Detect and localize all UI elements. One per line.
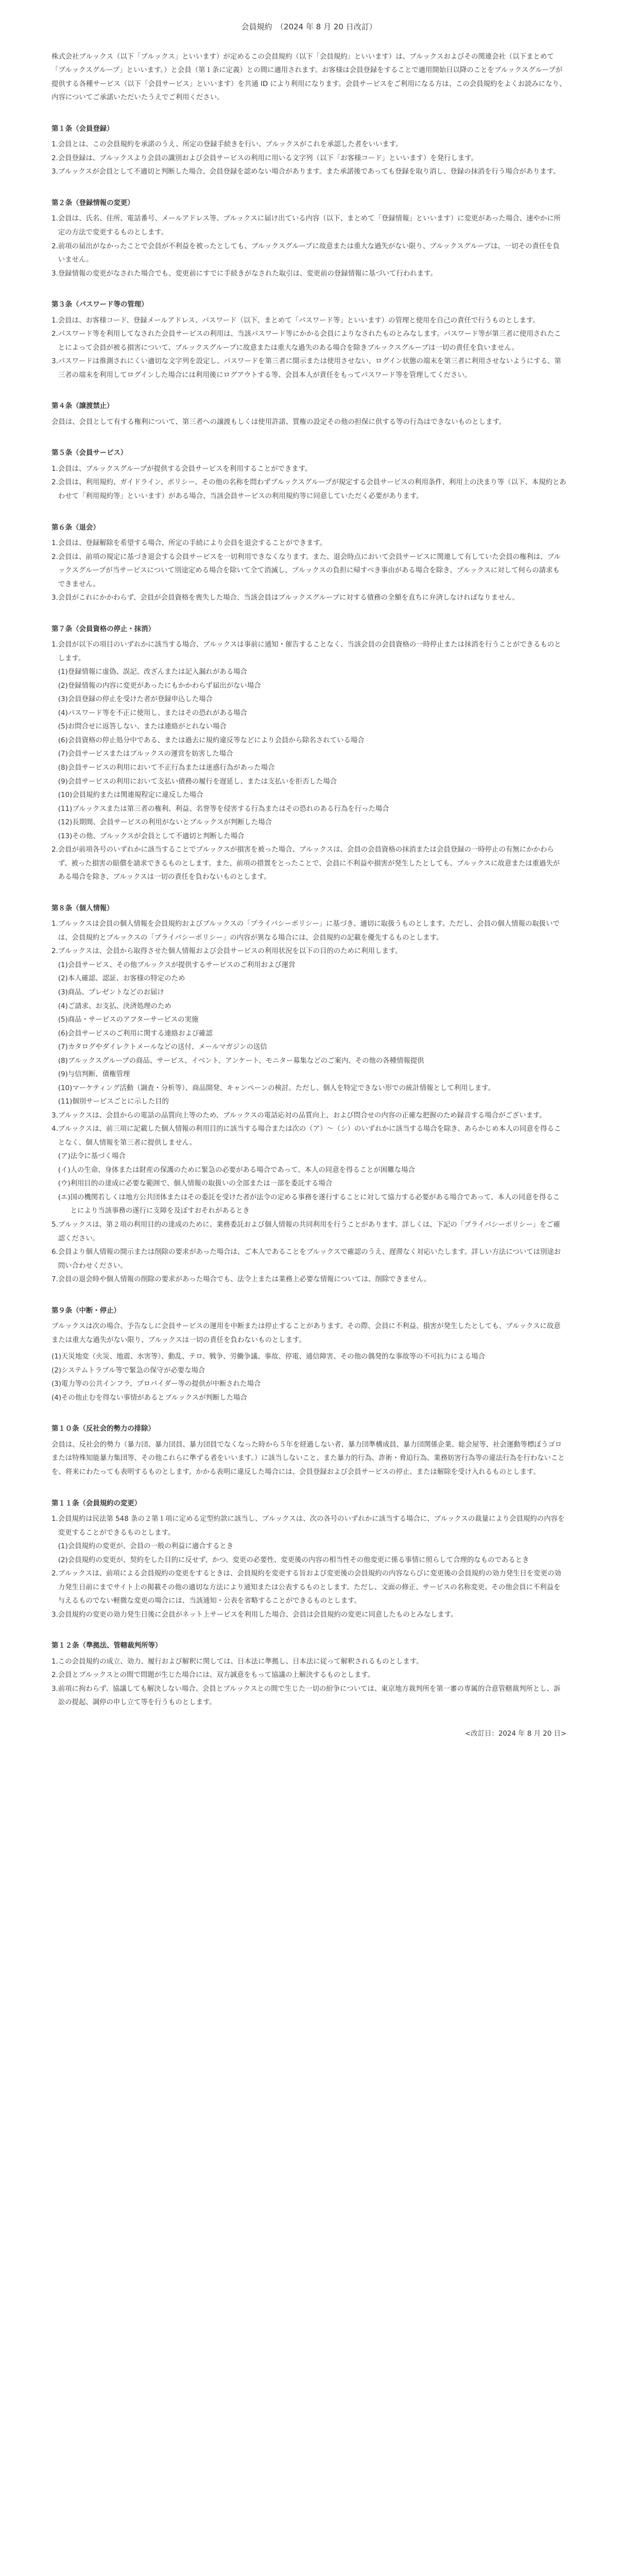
sub-item-number: (6) bbox=[58, 736, 68, 744]
sub-item-text: カタログやダイレクトメールなどの送付、メールマガジンの送信 bbox=[67, 1043, 267, 1052]
article-heading: 第５条（会員サービス） bbox=[52, 449, 128, 457]
sub-list-item bbox=[58, 748, 566, 761]
sub-item-number: (4) bbox=[58, 1002, 68, 1010]
clause-item bbox=[52, 314, 566, 328]
sub-item-text: 長期間、会員サービスの利用がないとブルックスが判断した場合 bbox=[72, 819, 272, 827]
sub-item-text: 会員規約の変更が、会員の一般の利益に適合するとき bbox=[67, 1543, 234, 1551]
clause-number: 1. bbox=[52, 1657, 58, 1666]
sub-list-item bbox=[58, 1000, 566, 1014]
clause-number: 3. bbox=[52, 1611, 58, 1619]
article-paragraph: 会員は、会員として有する権利について、第三者への譲渡もしくは使用許諾、質権の設定その他の担保に供する等の行為はできないものとします。 bbox=[52, 418, 506, 426]
sub-item-text: お問合せに返答しない、または連絡がとれない場合 bbox=[67, 723, 227, 731]
sub-item-text: 会員規約または関連規程定に違反した場合 bbox=[72, 791, 203, 800]
clause-text: 会員は、登録解除を希望する場合、所定の手続により会員を退会することができます。 bbox=[58, 539, 327, 548]
sub-list-item bbox=[58, 666, 566, 680]
revision-date: <改訂日：2024 年 8 月 20 日> bbox=[465, 1730, 566, 1738]
sub-item-text: 登録情報に虚偽、誤記、改ざんまたは記入漏れがある場合 bbox=[67, 668, 247, 676]
clause-number: 1. bbox=[52, 920, 58, 928]
sub-item-number: (ウ) bbox=[58, 1180, 71, 1188]
clause-number: 2. bbox=[52, 1570, 58, 1578]
clause-body bbox=[58, 918, 566, 945]
sub-item-number: (8) bbox=[58, 1057, 68, 1065]
sub-list-item bbox=[58, 789, 566, 803]
clause-body bbox=[58, 1109, 566, 1123]
article-section bbox=[52, 447, 566, 503]
article-heading: 第１条（会員登録） bbox=[52, 125, 114, 133]
clause-number: 1. bbox=[52, 539, 58, 548]
clause-body bbox=[58, 463, 566, 477]
sub-list bbox=[58, 666, 566, 843]
sub-list-item bbox=[58, 972, 566, 986]
sub-item-text: 会員サービスまたはブルックスの運営を妨害した場合 bbox=[67, 750, 233, 758]
clause-body bbox=[58, 1123, 566, 1218]
sub-item-number: (ア) bbox=[58, 1153, 71, 1161]
sub-list-item bbox=[58, 720, 566, 734]
sub-item-text: 会員サービスの利用において不正行為または迷惑行為があった場合 bbox=[67, 764, 275, 772]
sub-list-item bbox=[58, 761, 566, 775]
sub-list-item bbox=[58, 1013, 566, 1027]
clause-text: ブルックスは、会員からの電話の品質向上等のため、ブルックスの電話応対の品質向上、および問合せの内容の正確な把握のため録音する場合がございます。 bbox=[58, 1111, 546, 1120]
sub-list-item bbox=[58, 830, 566, 844]
clause-item bbox=[52, 1218, 566, 1246]
clause-item bbox=[52, 1567, 566, 1608]
clause-number: 1. bbox=[52, 316, 58, 325]
clause-text: 登録情報の変更がなされた場合でも、変更前にすでに手続きがなされた取引は、変更前の登録情報に基づいて行われます。 bbox=[58, 269, 437, 278]
sub-item-text: ご請求、お支払、決済処理のため bbox=[67, 1002, 171, 1010]
sub-list-item bbox=[58, 1191, 566, 1218]
sub-item-number: (2) bbox=[58, 1556, 68, 1564]
clause-number: 2. bbox=[52, 1671, 58, 1680]
clause-text: ブルックスは、会員から取得させた個人情報および会員サービスの利用状況を以下の目的のために利用します。 bbox=[58, 947, 402, 956]
clause-body bbox=[58, 240, 566, 267]
sub-item-text: 会員サービスのご利用に関する連絡および確認 bbox=[67, 1029, 213, 1038]
clause-item bbox=[52, 463, 566, 477]
sub-item-number: (イ) bbox=[58, 1166, 71, 1174]
sub-list-item bbox=[58, 816, 566, 830]
clause-number: 2. bbox=[52, 553, 58, 561]
sub-list-item bbox=[58, 1068, 566, 1082]
sub-item-text: パスワード等を不正に使用し、またはその恐れがある場合 bbox=[67, 709, 247, 717]
clause-item bbox=[52, 476, 566, 503]
clause-number: 7. bbox=[52, 1276, 58, 1284]
sub-item-number: (4) bbox=[52, 1394, 61, 1402]
sub-list-item bbox=[58, 1041, 566, 1055]
sub-item-number: (2) bbox=[58, 975, 68, 983]
sub-item-number: (8) bbox=[58, 764, 68, 772]
clause-item bbox=[52, 1608, 566, 1622]
article-paragraph: 会員は、反社会的勢力（暴力団、暴力団員、暴力団員でなくなった時から５年を経過しない者、暴力団準構成員、暴力団関係企業、総会屋等、社会運動等標ぼうゴロまたは特殊知能暴力集団等、その他これらに準ずる者をいいます。）に該当しないこと、また暴力的行為、詐術・脅迫行為、業務妨害行為等の違法行為を行わないことを、将来にわたっても表明するものとします。かかる表明に違反した場合には、会員登録および会員サービスの停止、または解除を受け入れるものとします。 bbox=[52, 1440, 565, 1476]
sub-list-item bbox=[58, 1095, 566, 1109]
clause-list bbox=[52, 638, 566, 885]
sub-item-text: 天災地変（火災、地震、水害等）、動乱、テロ、戦争、労働争議、事故、停電、通信障害、その他の偶発的な事故等の不可抗力による場合 bbox=[61, 1353, 485, 1361]
clause-list bbox=[52, 1513, 566, 1622]
article-section bbox=[52, 902, 566, 1287]
clause-text: 会員規約は民法第 548 条の２第１項に定める定型約款に該当し、ブルックスは、次の各号のいずれかに該当する場合に、ブルックスの裁量により会員規約の内容を変更することができるものとします。 bbox=[58, 1515, 565, 1537]
article-heading: 第６条（退会） bbox=[52, 523, 100, 532]
clause-list bbox=[52, 314, 566, 383]
sub-item-number: (6) bbox=[58, 1029, 68, 1038]
document-title: 会員規約 （2024 年 8 月 20 日改訂） bbox=[241, 22, 377, 31]
sub-list-item bbox=[58, 803, 566, 817]
clause-item bbox=[52, 1655, 566, 1669]
article-section bbox=[52, 197, 566, 281]
sub-list bbox=[58, 1150, 566, 1218]
sub-list-item bbox=[58, 1082, 566, 1096]
sub-list-item bbox=[58, 734, 566, 748]
sub-item-number: (9) bbox=[58, 1071, 68, 1079]
sub-list-item bbox=[58, 1540, 566, 1554]
clause-list bbox=[52, 918, 566, 1286]
clause-item bbox=[52, 591, 566, 605]
clause-item bbox=[52, 1123, 566, 1218]
sub-list-item bbox=[58, 775, 566, 789]
clause-number: 2. bbox=[52, 846, 58, 854]
sub-item-number: (11) bbox=[58, 1098, 73, 1106]
article-heading: 第４条（譲渡禁止） bbox=[52, 402, 114, 411]
sub-item-text: 商品・サービスのアフターサービスの実施 bbox=[67, 1016, 199, 1024]
article-heading: 第１２条（準拠法、管轄裁判所等） bbox=[52, 1642, 162, 1650]
clause-number: 2. bbox=[52, 947, 58, 956]
clause-item bbox=[52, 843, 566, 885]
sub-item-text: 電力等の公共インフラ、プロバイダー等の提供が中断された場合 bbox=[61, 1380, 261, 1388]
sub-list-item bbox=[58, 1150, 566, 1164]
clause-text: ブルックスは、第２項の利用目的の達成のために、業務委託および個人情報の共同利用を行うことがあります。詳しくは、下記の「プライバシーポリシー」をご確認ください。 bbox=[58, 1221, 560, 1243]
clause-body bbox=[58, 591, 566, 605]
clause-text: 会員登録は、ブルックスより会員の識別および会員サービスの利用に用いる文字列（以下「お客様コード」といいます）を発行します。 bbox=[58, 154, 478, 162]
clause-body bbox=[58, 1513, 566, 1567]
sub-list-item bbox=[58, 1164, 566, 1178]
article-heading: 第７条（会員資格の停止・抹消） bbox=[52, 625, 155, 633]
sub-item-text: その他止むを得ない事情があるとブルックスが判断した場合 bbox=[61, 1394, 247, 1402]
clause-number: 3. bbox=[52, 269, 58, 278]
clause-text: この会員規約の成立、効力、履行および解釈に関しては、日本法に準拠し、日本法に従って解釈されるものとします。 bbox=[58, 1657, 423, 1666]
clause-number: 2. bbox=[52, 330, 58, 338]
sub-item-number: (12) bbox=[58, 819, 73, 827]
clause-item bbox=[52, 638, 566, 843]
sub-item-text: 本人確認、認証、お客様の特定のため bbox=[67, 975, 185, 983]
clause-number: 2. bbox=[52, 242, 58, 250]
sub-item-number: (3) bbox=[58, 988, 68, 996]
clause-body bbox=[58, 638, 566, 843]
sub-list-item bbox=[58, 1055, 566, 1069]
clause-number: 3. bbox=[52, 1111, 58, 1120]
sub-item-text: 会員資格の停止処分中である、または過去に規約違反等などにより会員から除名されている場合 bbox=[67, 736, 365, 744]
clause-number: 5. bbox=[52, 1221, 58, 1229]
clause-item bbox=[52, 165, 566, 179]
sub-item-text: 会員登録の停止を受けた者が登録申込した場合 bbox=[67, 696, 213, 704]
article-section bbox=[52, 298, 566, 382]
clause-list bbox=[52, 138, 566, 179]
sub-item-text: 利用目的の達成に必要な範囲で、個人情報の取扱いの全部または一部を委託する場合 bbox=[70, 1180, 333, 1188]
sub-item-text: 国の機関若しくは地方公共団体またはその委託を受けた者が法令の定める事務を遂行することに対して協力する必要がある場合であって、本人の同意を得ることにより当該事務の遂行に支障を及ぼすおそれがあるとき bbox=[70, 1193, 560, 1215]
sub-item-number: (3) bbox=[52, 1380, 61, 1388]
sub-item-text: 会員サービス、その他ブルックスが提供するサービスのご利用および運営 bbox=[67, 961, 296, 969]
clause-body bbox=[58, 355, 566, 382]
clause-item bbox=[52, 328, 566, 355]
article-section bbox=[52, 1304, 566, 1405]
clause-number: 3. bbox=[52, 168, 58, 176]
sub-list-item bbox=[52, 1378, 566, 1392]
clause-body bbox=[58, 551, 566, 592]
sub-item-number: (9) bbox=[58, 777, 68, 786]
clause-text: パスワード等を利用してなされた会員サービスの利用は、当該パスワード等にかかる会員によりなされたものとみなします。パスワード等が第三者に使用されたことによって会員が被る損害について、ブルックスグループに故意または重大な過失のある場合を除きブルックスグループは一切の責任を負いません。 bbox=[58, 330, 561, 352]
sub-item-number: (7) bbox=[58, 750, 68, 758]
sub-list-item bbox=[52, 1364, 566, 1378]
clause-body bbox=[58, 267, 566, 281]
clause-item bbox=[52, 152, 566, 166]
clause-item bbox=[52, 537, 566, 551]
sub-list-item bbox=[58, 680, 566, 693]
clause-number: 1. bbox=[52, 215, 58, 223]
clause-number: 6. bbox=[52, 1248, 58, 1257]
clause-item bbox=[52, 1246, 566, 1273]
clause-list bbox=[52, 212, 566, 281]
sub-list-item bbox=[58, 1554, 566, 1568]
clause-text: 会員が以下の項目のいずれかに該当する場合、ブルックスは事前に通知・催告することなく、当該会員の会員資格の一時停止または抹消を行うことができるものとします。 bbox=[58, 641, 561, 663]
sub-item-number: (10) bbox=[58, 1084, 73, 1092]
sub-list-item bbox=[58, 1177, 566, 1191]
clause-number: 1. bbox=[52, 1515, 58, 1523]
clause-item bbox=[52, 1109, 566, 1123]
article-section bbox=[52, 1497, 566, 1622]
clause-text: 会員は、ブルックスグループが提供する会員サービスを利用することができます。 bbox=[58, 465, 312, 473]
article-paragraph: ブルックスは次の場合、予告なしに会員サービスの運用を中断または停止することがあります。その際、会員に不利益、損害が発生したとしても、ブルックスに故意または重大な過失がない限り、ブルックスは一切の責任を負わないものとします。 bbox=[52, 1323, 561, 1344]
clause-body bbox=[58, 476, 566, 503]
clause-text: 前項の届出がなかったことで会員が不利益を被ったとしても、ブルックスグループに故意または重大な過失がない限り、ブルックスグループは、一切その責任を負いません。 bbox=[58, 242, 560, 264]
sub-list-item bbox=[52, 1392, 566, 1405]
clause-item bbox=[52, 1669, 566, 1683]
sub-item-text: 人の生命、身体または財産の保護のために緊急の必要がある場合であって、本人の同意を得ることが困難な場合 bbox=[70, 1166, 415, 1174]
clause-item bbox=[52, 267, 566, 281]
clause-item bbox=[52, 138, 566, 152]
clause-text: ブルックスは、前項による会員規約の変更をするときは、会員規約を変更する旨および変更後の会員規約の内容ならびに変更後の会員規約の効力発生日を変更の効力発生日前にまでサイト上の掲載その他の適切な方法により通知または公表するものとします。ただし、文面の修正、サービスの名称変更、その他会員に不利益を与えるものでない軽微な変更の場合には、当該通知・公表を省略することができるものとします。 bbox=[58, 1570, 561, 1605]
sub-list-item bbox=[52, 1350, 566, 1364]
clause-item bbox=[52, 1273, 566, 1287]
clause-text: 会員は、利用規約、ガイドライン、ポリシー、その他の名称を問わずブルックスグループが規定する会員サービスの利用条件、利用上の決まり等（以下、本規約とあわせて「利用規約等」といいます）がある場合、当該会員サービスの利用規約等に同意していただく必要があります。 bbox=[58, 479, 566, 500]
clause-text: ブルックスは、前三項に記載した個人情報の利用目的に該当する場合または次の（ア）～（シ）のいずれかに該当する場合を除き、あらかじめ本人の同意を得ることなく、個人情報を第三者に提供しません。 bbox=[58, 1125, 561, 1147]
clause-text: 会員規約の変更の効力発生日後に会員がネット上サービスを利用した場合、会員は会員規約の変更に同意したものとみなします。 bbox=[58, 1611, 458, 1619]
clause-body bbox=[58, 1608, 566, 1622]
sub-item-text: 法令に基づく場合 bbox=[70, 1153, 126, 1161]
clause-number: 1. bbox=[52, 465, 58, 473]
sub-list-item bbox=[58, 707, 566, 721]
sub-list-item bbox=[58, 959, 566, 973]
intro-paragraph: 株式会社ブルックス（以下「ブルックス」といいます）が定めるこの会員規約（以下「会員規約」といいます）は、ブルックスおよびその関連会社（以下まとめて「ブルックスグループ」といいます。）と会員（第１条に定義）との間に適用されます。お客様は会員登録をすることで適用開始日以降のことをブルックスグループが提供する各種サービス（以下「会員サービス」といいます）を共通 ID により利用になります。会員サービスをご利用になる方は、この会員規約をよくお読みになり、内容についてご承諾いただいたうえでご利用ください。 bbox=[52, 53, 566, 102]
clause-list bbox=[52, 463, 566, 504]
sub-item-text: ブルックスまたは第三者の権利、利益、名誉等を侵害する行為またはその恐れのある行為を行った場合 bbox=[72, 805, 389, 813]
sub-item-number: (2) bbox=[58, 682, 68, 690]
sub-item-number: (3) bbox=[58, 696, 68, 704]
clause-body bbox=[58, 537, 566, 551]
sub-item-number: (10) bbox=[58, 791, 73, 800]
article-section bbox=[52, 521, 566, 605]
clause-item bbox=[52, 240, 566, 267]
clause-body bbox=[58, 843, 566, 885]
clause-text: 会員が前項各号のいずれかに該当することでブルックスが損害を被った場合、ブルックスは、会員の会員資格の抹消または会員登録の一時停止の有無にかかわらず、被った損害の賠償を請求できるものとします。また、前項の措置をとったことで、会員に不利益や損害が発生したとしても、ブルックスに故意または重過失がある場合を除き、ブルックスは一切の責任を負わないものとします。 bbox=[58, 846, 560, 882]
clause-text: 会員より個人情報の開示または削除の要求があった場合は、ご本人であることをブルックスで確認のうえ、遅滞なく対応いたします。詳しい方法については別途お問い合わせください。 bbox=[58, 1248, 561, 1270]
clause-number: 4. bbox=[52, 1125, 58, 1133]
clause-text: 会員とは、この会員規約を承諾のうえ、所定の登録手続きを行い、ブルックスがこれを承認した者をいいます。 bbox=[58, 141, 403, 149]
article-section bbox=[52, 123, 566, 179]
article-heading: 第８条（個人情報） bbox=[52, 904, 114, 912]
article-heading: 第１１条（会員規約の変更） bbox=[52, 1499, 142, 1507]
clause-body bbox=[58, 1655, 566, 1669]
sub-list bbox=[58, 959, 566, 1109]
sub-item-text: 会員規約の変更が、契約をした目的に反せず、かつ、変更の必要性、変更後の内容の相当性その他変更に係る事情に照らして合理的なものであるとき bbox=[67, 1556, 529, 1564]
clause-body bbox=[58, 1246, 566, 1273]
clause-number: 1. bbox=[52, 141, 58, 149]
clause-item bbox=[52, 1683, 566, 1710]
sub-item-number: (11) bbox=[58, 805, 73, 813]
article-heading: 第９条（中断・停止） bbox=[52, 1307, 121, 1315]
clause-text: 会員の退会時や個人情報の削除の要求があった場合でも、法令上または業務上必要な情報については、削除できません。 bbox=[58, 1276, 431, 1284]
article-section bbox=[52, 1422, 566, 1479]
article-heading: 第１０条（反社会的勢力の排除） bbox=[52, 1425, 155, 1433]
clause-text: 会員は、前項の規定に基づき退会する会員サービスを一切利用できなくなります。また、退会時点において会員サービスに関連して有していた会員の権利は、ブルックスグループが当サービスについて別途定める場合を除いて全て消滅し、ブルックスの負担に帰すべき事由がある場合を除き、ブルックスに対して何らの請求もできません。 bbox=[58, 553, 561, 588]
clause-number: 2. bbox=[52, 479, 58, 487]
sub-item-text: ブルックスグループの商品、サービス、イベント、アンケート、モニター募集などのご案内、その他の各種情報提供 bbox=[67, 1057, 424, 1065]
clause-text: パスワードは推測されにくい適切な文字列を設定し、パスワードを第三者に開示または使用させない、ログイン状態の端末を第三者に利用させないようにする、第三者の端末を利用してログインした場合には利用後にログアウトする等、会員本人が責任をもってパスワード等を管理してください。 bbox=[58, 358, 561, 379]
clause-number: 3. bbox=[52, 594, 58, 602]
sub-item-number: (1) bbox=[58, 668, 68, 676]
clause-text: 会員は、氏名、住所、電話番号、メールアドレス等、ブルックスに届け出ている内容（以下、まとめて「登録情報」といいます）に変更があった場合、速やかに所定の方法で変更するものとします。 bbox=[58, 215, 561, 236]
sub-item-number: (1) bbox=[58, 961, 68, 969]
sub-item-text: 会員サービスの利用において支払い債務の履行を遅延し、または支払いを拒否した場合 bbox=[67, 777, 337, 786]
clause-list bbox=[52, 537, 566, 605]
clause-body bbox=[58, 1273, 566, 1287]
terms-document bbox=[52, 0, 566, 1779]
article-heading: 第２条（登録情報の変更） bbox=[52, 199, 134, 207]
clause-number: 3. bbox=[52, 358, 58, 366]
sub-list bbox=[58, 1540, 566, 1567]
sub-item-number: (1) bbox=[58, 1543, 68, 1551]
clause-text: ブルックスが会員として不適切と判断した場合、会員登録を認めない場合があります。また承諾後であっても登録を取り消し、登録の抹消を行う場合があります。 bbox=[58, 168, 560, 176]
sub-item-number: (5) bbox=[58, 1016, 68, 1024]
clause-text: 会員とブルックスとの間で問題が生じた場合には、双方誠意をもって協議の上解決するものとします。 bbox=[58, 1671, 375, 1680]
clause-number: 1. bbox=[52, 641, 58, 649]
article-section bbox=[52, 623, 566, 885]
clause-item bbox=[52, 1513, 566, 1567]
clause-text: 会員は、お客様コード、登録メールアドレス、パスワード（以下、まとめて「パスワード等」といいます）の管理と使用を自己の責任で行うものとします。 bbox=[58, 316, 540, 325]
sub-item-number: (4) bbox=[58, 709, 68, 717]
sub-item-number: (13) bbox=[58, 832, 73, 840]
clause-body bbox=[58, 945, 566, 1109]
clause-body bbox=[58, 1669, 566, 1683]
clause-body bbox=[58, 328, 566, 355]
sub-item-text: マーケティング活動（調査・分析等）、商品開発、キャンペーンの検討。ただし、個人を特定できない形での統計情報として利用します。 bbox=[72, 1084, 495, 1092]
article-heading: 第３条（パスワード等の管理） bbox=[52, 301, 148, 309]
sections-container bbox=[52, 123, 566, 1710]
clause-body bbox=[58, 152, 566, 166]
clause-item bbox=[52, 355, 566, 382]
clause-text: ブルックスは会員の個人情報を会員規約およびブルックスの「プライバシーポリシー」に基づき、適切に取扱うものとします。ただし、会員の個人情報の取扱いでは、会員規約とブルックスの「プライバシーポリシー」の内容が異なる場合には、会員規約の記載を優先するものとします。 bbox=[58, 920, 560, 942]
clause-body bbox=[58, 165, 566, 179]
clause-body bbox=[58, 138, 566, 152]
clause-item bbox=[52, 945, 566, 1109]
clause-item bbox=[52, 918, 566, 945]
sub-item-text: その他、ブルックスが会員として不適切と判断した場合 bbox=[72, 832, 245, 840]
clause-number: 3. bbox=[52, 1685, 58, 1693]
clause-body bbox=[58, 1683, 566, 1710]
sub-item-number: (7) bbox=[58, 1043, 68, 1052]
clause-body bbox=[58, 1567, 566, 1608]
sub-list-item bbox=[58, 693, 566, 707]
sub-item-text: 個別サービスごとに示した目的 bbox=[72, 1098, 169, 1106]
article-section bbox=[52, 400, 566, 429]
sub-list-item bbox=[58, 1027, 566, 1041]
clause-body bbox=[58, 314, 566, 328]
article-section bbox=[52, 1639, 566, 1710]
sub-item-number: (エ) bbox=[58, 1193, 71, 1201]
sub-list bbox=[52, 1350, 566, 1405]
clause-text: 前項に拘わらず、協議しても解決しない場合、会員とブルックスとの間で生じた一切の紛争については、東京地方裁判所を第一審の専属的合意管轄裁判所とし、訴訟の提起、調停の申し立て等を行うものとします。 bbox=[58, 1685, 561, 1707]
clause-number: 2. bbox=[52, 154, 58, 162]
clause-text: 会員がこれにかかわらず、会員が会員資格を喪失した場合、当該会員はブルックスグループに対する債務の全額を直ちに弁済しなければなりません。 bbox=[58, 594, 519, 602]
clause-item bbox=[52, 551, 566, 592]
clause-item bbox=[52, 212, 566, 240]
sub-item-number: (2) bbox=[52, 1366, 61, 1375]
clause-list bbox=[52, 1655, 566, 1710]
sub-item-text: 商品、プレゼントなどのお届け bbox=[67, 988, 164, 996]
sub-item-number: (5) bbox=[58, 723, 68, 731]
clause-body bbox=[58, 212, 566, 240]
sub-item-text: 登録情報の内容に変更があったにもかかわらず届出がない場合 bbox=[67, 682, 261, 690]
sub-item-number: (1) bbox=[52, 1353, 61, 1361]
sub-item-text: システムトラブル等で緊急の保守が必要な場合 bbox=[61, 1366, 205, 1375]
sub-list-item bbox=[58, 986, 566, 1000]
clause-body bbox=[58, 1218, 566, 1246]
sub-item-text: 与信判断、債権管理 bbox=[67, 1071, 130, 1079]
